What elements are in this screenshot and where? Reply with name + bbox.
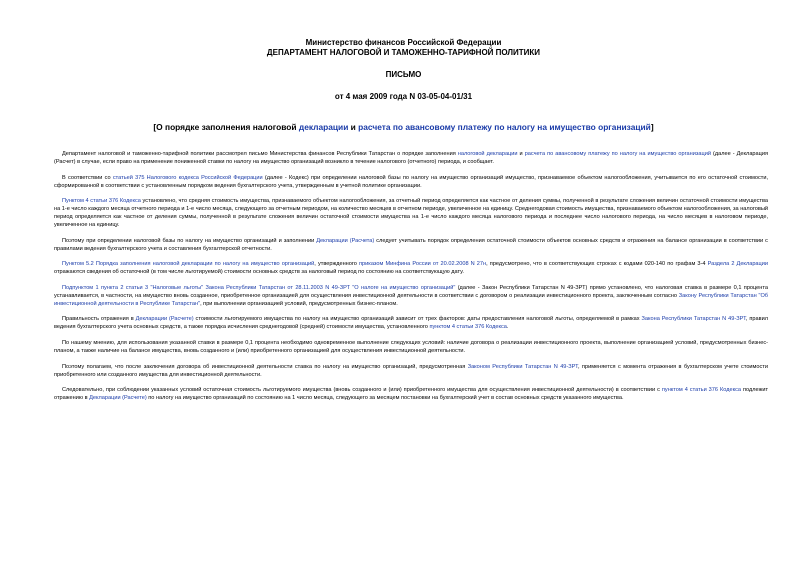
paragraph	[54, 316, 768, 332]
document-link[interactable]: приказом Минфина России от 20.02.2008 N 27н	[359, 261, 487, 268]
document-title	[0, 122, 807, 132]
paragraph-text: Поэтому при определении налоговой базы по налогу на имущество организаций и заполнении	[62, 237, 317, 244]
paragraph-text: подлежит отражению в	[54, 387, 769, 402]
paragraph-text: , предусмотрено, что в соответствующих строках с кодами 020-140 по графам 3-4	[486, 261, 708, 268]
paragraph-text: (далее - Закон Республики Татарстан N 49-ЗРТ) прямо установлено, что налоговая ставка в размере 0,1 процента устанавливается, в частности, на имущество вновь созданное, приобретенное организацией для осуществления инвестиционной деятельности в соответствии с договором о реализации инвестиционного проекта, заключенным согласно	[54, 284, 768, 299]
paragraph-text: Следовательно, при соблюдении указанных условий остаточная стоимость льготируемого имущества (вновь созданного и (или) приобретенного имущества для осуществления инвестиционной деятельности) в соответствии с	[62, 387, 662, 394]
paragraph-text: стоимости льготируемого имущества по налогу на имущество организаций зависит от трех факторов: даты предоставления налоговой льготы, определяемой в рамках	[193, 316, 642, 323]
paragraph-text: отражаются сведения об остаточной (в том числе льготируемой) стоимости основных средств за налоговый период по состоянию на соответствующую дату.	[54, 269, 464, 276]
paragraph	[54, 175, 768, 191]
document-link[interactable]: Пунктом 5.2 Порядка заполнения налоговой декларации по налогу на имущество организаций	[62, 261, 315, 268]
title-mid: и	[348, 122, 359, 132]
document-link[interactable]: Закона Республики Татарстан N 49-ЗРТ	[641, 316, 746, 323]
paragraph	[54, 387, 768, 403]
document-link[interactable]: Декларации (Расчете)	[89, 395, 147, 402]
document-date-number: от 4 мая 2009 года N 03-05-04-01/31	[334, 92, 473, 101]
paragraph	[54, 285, 768, 309]
paragraph	[54, 238, 768, 254]
paragraph-text: , утвержденного	[314, 261, 359, 268]
paragraph	[54, 364, 768, 380]
document-link[interactable]: пунктом 4 статьи 376 Кодекса	[429, 324, 507, 331]
document-link[interactable]: Раздела 2 Декларации	[707, 261, 768, 268]
title-close: ]	[650, 122, 654, 132]
title-link-declaration[interactable]: декларации	[298, 122, 349, 132]
paragraph-text: следует учитывать порядок определения остаточной стоимости объектов основных средств и отражения на балансе организации в соответствии с правилами ведения бухгалтерского учета и составления бухгалтерской отчетности.	[54, 237, 768, 252]
paragraph-text: и	[517, 151, 525, 157]
document-link[interactable]: расчета по авансовому платежу по налогу на имущество организаций	[524, 151, 711, 157]
title-link-calculation[interactable]: расчета по авансовому платежу по налогу на имущество организаций	[358, 122, 651, 132]
document-link[interactable]: Декларации (Расчете)	[135, 316, 194, 323]
document-link[interactable]: налоговой декларации	[457, 151, 518, 157]
ministry-name: Министерство финансов Российской Федерации	[305, 38, 502, 47]
document-link[interactable]: пунктом 4 статьи 376 Кодекса	[661, 387, 742, 394]
paragraph-text: По нашему мнению, для использования указанной ставки в размере 0,1 процента необходимо одновременное выполнение следующих условий: наличие договора о реализации инвестиционного проекта, выполнение организацией условий, предусмотренных бизнес-планом, а также наличие на балансе имущества, вновь созданного и (или) приобретенного организацией для осуществления инвестиционной деятельности.	[54, 339, 768, 354]
document-link[interactable]: Подпунктом 1 пункта 2 статьи 3 "Налоговые льготы" Закона Республики Татарстан от 28.11.2003 N 49-ЗРТ "О налоге на имущество организаций"	[62, 284, 456, 291]
paragraph-text: В соответствии со	[62, 174, 113, 181]
paragraph-text: Правильность отражения в	[62, 316, 136, 323]
paragraph-text: по налогу на имущество организаций по состоянию на 1 число месяца, следующего за месяцем постановки на бухгалтерский учет в состав основных средств указанного имущества.	[146, 395, 624, 402]
department-name: ДЕПАРТАМЕНТ НАЛОГОВОЙ И ТАМОЖЕННО-ТАРИФНОЙ ПОЛИТИКИ	[266, 48, 541, 57]
document-link[interactable]: Закону Республики Татарстан "Об инвестиционной деятельности в Республике Татарстан"	[54, 292, 769, 307]
title-open: [О порядке заполнения налоговой	[153, 122, 299, 132]
paragraph	[54, 198, 768, 230]
paragraph	[54, 261, 768, 277]
paragraph-text: , правил ведения бухгалтерского учета основных средств, а также порядка исчисления среднегодовой (средней) стоимости имущества, установленного	[54, 316, 768, 331]
paragraph-text: (далее - Кодекс) при определении налоговой базы по налогу на имущество организаций имущество, признаваемое объектом налогообложения, учитывается по его остаточной стоимости, сформированной в соответствии с установленным порядком ведения бухгалтерского учета, утвержденным в учетной политике организации.	[54, 174, 768, 189]
paragraph-text: , при выполнении организацией условий, предусмотренных бизнес-планом.	[200, 300, 398, 307]
document-link[interactable]: Декларации (Расчета)	[316, 237, 375, 244]
paragraph	[54, 151, 768, 167]
paragraph-text: Департамент налоговой и таможенно-тарифной политики рассмотрел письмо Министерства финансов Республики Татарстан о порядке заполнения	[62, 151, 458, 157]
document-body	[54, 151, 768, 411]
paragraph-text: (далее - Декларация (Расчет) в случае, если право на применение пониженной ставки по налогу на имущество организаций возникло в течение налогового (отчетного) периода, и сообщает.	[54, 151, 769, 165]
document-type: ПИСЬМО	[385, 70, 422, 79]
document-link[interactable]: Пунктом 4 статьи 376 Кодекса	[62, 198, 141, 205]
document-link[interactable]: Законом Республики Татарстан N 49-ЗРТ	[467, 363, 578, 370]
paragraph-text: Поэтому полагаем, что после заключения договора об инвестиционной деятельности ставка по налогу на имущество организаций, предусмотренная	[62, 363, 468, 370]
document-link[interactable]: статьей 375 Налогового кодекса Российской Федерации	[112, 174, 263, 181]
paragraph	[54, 340, 768, 356]
paragraph-text: установлено, что средняя стоимость имущества, признаваемого объектом налогообложения, за отчетный период определяется как частное от деления суммы, полученной в результате сложения величин остаточной стоимости имущества на 1-е число каждого месяца отчетного периода и 1-е число месяца, следующего за отчетным периодом, на количество месяцев в отчетном периоде, увеличенное на единицу. Среднегодовая стоимость имущества, признаваемого объектом налогообложения, за налоговый период определяется как частное от деления суммы, полученной в результате сложения величин остаточной стоимости имущества на 1-е число каждого месяца налогового периода и последнее число налогового периода, на число месяцев в налоговом периоде, увеличенное на единицу.	[54, 198, 768, 228]
paragraph-text: .	[506, 324, 509, 331]
paragraph-text: , применяется с момента отражения в бухгалтерском учете стоимости приобретенного или созданного имущества для инвестиционной деятельности.	[54, 363, 768, 378]
